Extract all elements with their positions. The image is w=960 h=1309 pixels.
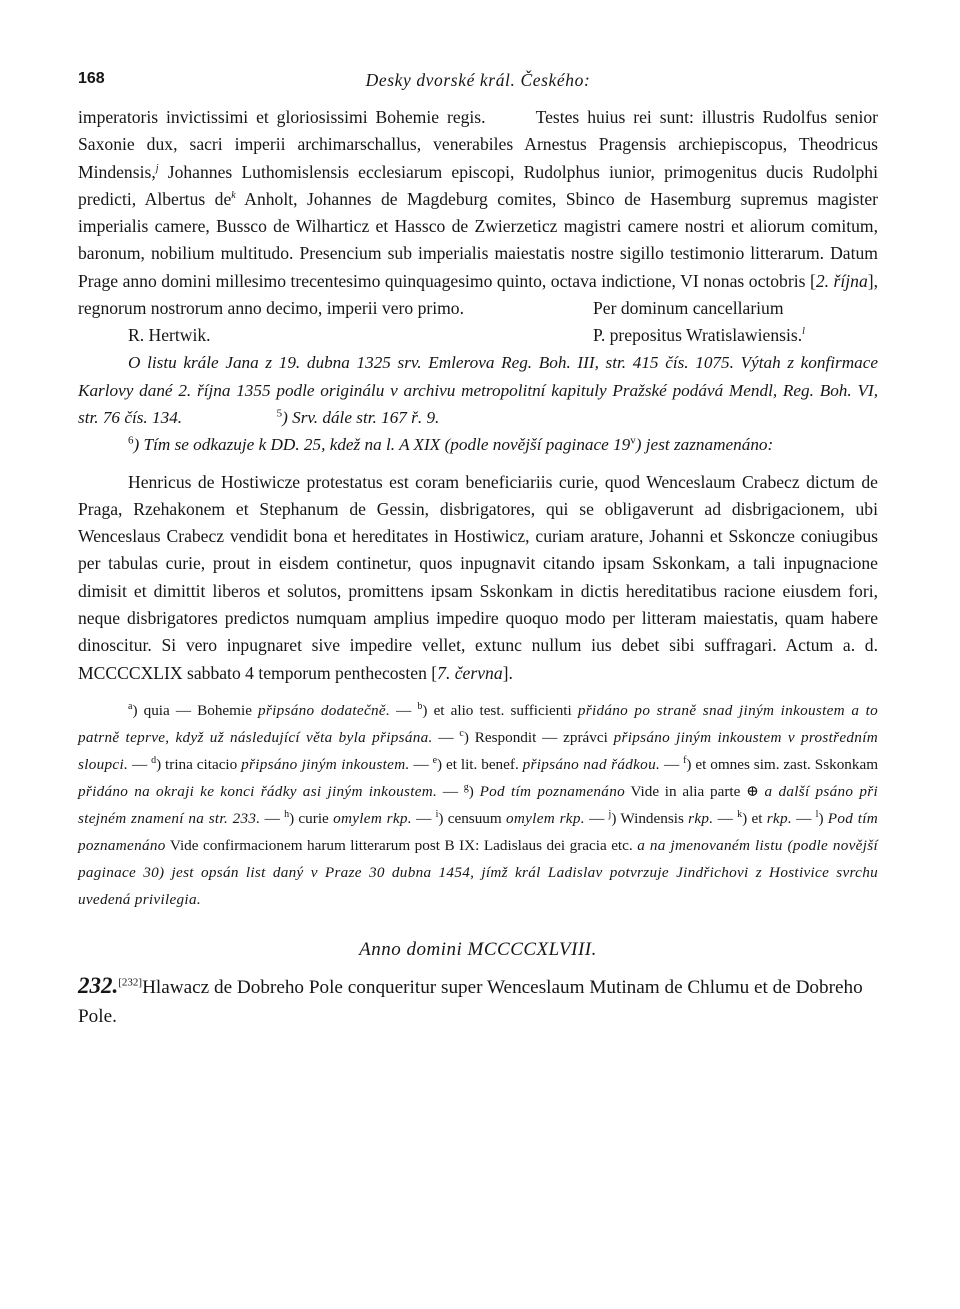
entry-ref: [232] [118,976,143,989]
apparatus-e [433,756,660,773]
entry-text: Hlawacz de Dobreho Pole conqueritur super Wenceslaum Mutinam de Chlumu et de Dobreho Pole. [78,976,863,1027]
apparatus-b-italic: přidáno po straně snad jiným inkoustem a to patrně teprve, když už následující věta byla připsána. [78,701,879,746]
charter-text-p5: ], regnorum nostrorum anno decimo, imperii vero primo. [78,270,879,319]
charter-text-p4: Anholt, Johannes de Magdeburg comites, Sbinco de Hasemburg supremus magister imperialis camere, Bussco de Wilharticz et Hassco de Zwierzeticz magistri camere nostri et aliorum comitum, baronum, nobilium multitudo. Presencium sub imperialis maiestatis nostre sigillo testimonio litterarum. Datum Prage anno domini millesimo trecentesimo quinquagesimo quinto, octava indictione, VI nonas octobris [ [78,188,878,291]
apparatus-c-plain: ) Respondit — zprávci [463,728,614,746]
apparatus-j-plain: ) Windensis [611,809,689,827]
apparatus-i [436,810,585,827]
charter-text-p3: Johannes Luthomislensis ecclesiarum episcopi, Rudolphus iunior, primogenitus ducis Rudolphi predicti, Albertus de [78,161,878,209]
apparatus-h [284,810,412,827]
apparatus-e-italic: připsáno nad řádkou. [522,755,661,773]
apparatus-g-italic: Pod tím poznamenáno [479,782,625,800]
apparatus-i-italic: omylem rkp. [505,809,585,827]
apparatus-e-plain: ) et lit. benef. [437,755,523,773]
footnote-6-text: ) Tím se odkazuje k DD. 25, kdež na l. A XIX (podle novější paginace 19 [133,435,631,455]
signature-row-1 [78,295,878,322]
page-number: 168 [78,70,105,87]
apparatus-k-italic: rkp. [766,809,792,827]
running-title: Desky dvorské král. Českého: [365,70,591,90]
apparatus-b-plain: ) et alio test. sufficienti [422,701,578,719]
apparatus-i-mark: i [435,808,439,820]
footnote-6-mark: 6 [128,434,134,447]
apparatus-h-plain: ) curie [289,809,334,827]
apparatus-d-plain: ) trina citacio [156,755,242,773]
apparatus-f-plain: ) et omnes sim. zast. Sskonkam [686,755,879,773]
critical-apparatus: $^a$) quia — Bohemie připsáno dodatečně. — $^b$) et alio test. sufficienti přidáno po straně snad jiným inkoustem a to patrně teprve, když už následující věta byla připsána. — $^c$) Respondit — zprávci připsáno jiným inkoustem v prostředním sloupci. — $^d$) trina citacio připsáno jiným inkoustem. — $^e$) et lit. benef. připsáno nad řádkou. — $^f$) et omnes sim. zast. Sskonkam přidáno na okraji ke konci řádky asi jiným inkoustem. — $^g$) Pod tím poznamenáno Vide in alia parte ⊕ a další psáno při stejném znamení na str. 233. — $^h$) curie omylem rkp. — $^i$) censuum omylem rkp. — $^j$) Windensis rkp. — $^k$) et rkp. — $^l$) Pod tím poznamenáno Vide confirmacionem harum litterarum post B IX: Ladislaus dei gracia etc. a na jmenovaném listu (podle novější paginace 30) jest opsán list daný v Praze 30 dubna 1454, jímž král Ladislav potvrzuje Jindřichovi z Hostivice svrchu uvedená privilegia. [78,700,879,908]
entry-232 [78,971,878,1031]
footnote-5-text: ) Srv. dále str. 167 ř. 9. [282,407,440,427]
apparatus-h-italic: omylem rkp. [333,809,412,827]
apparatus-g-mark: g [463,781,469,793]
apparatus-d [151,756,410,773]
footnote-6 [78,431,878,458]
footnote-6-end: ) jest zaznamenáno: [635,435,774,455]
apparatus-l-italic2: a na jmenovaném listu (podle novější paginace 30) jest opsán list daný v Praze 30 dubna 1454, jímž král Ladislav potvrzuje Jindřichovi z Hostivice svrchu uvedená privilegia. [78,836,878,908]
editorial-note [78,349,878,431]
apparatus-k-mark: k [737,808,743,820]
apparatus-h-mark: h [284,808,290,820]
apparatus-d-mark: d [151,754,157,766]
footnote-mark-l: l [802,326,805,338]
apparatus-i-plain: ) censuum [438,809,506,827]
record-body: Henricus de Hostiwicze protestatus est coram beneficiariis curie, quod Wenceslaum Crabecz dictum de Praga, Rzehakonem et Stephanum de Gessin, disbrigatores, qui se obligaverunt ad disbrigacionem, ubi Wenceslaus Crabecz vendidit bona et hereditates in Hostiwicz, curiam arature, Johanni et Sskoncze coniugibus per tabulas curie, prout in eisdem continetur, quos inpugnavit citando ipsam Sskonkam, a tali inpugnacione dimisit et dimittit liberos et solutos, promittens ipsam Sskonkam in dictis hereditatibus racione eiusdem fori, neque disbrigatores predictos numquam amplius impedire quoquo modo per litteram maiestatis, quam habere dinoscitur. Si vero inpugnaret sive impedire vellet, extunc nullum ius debet sibi suffragari. Actum a. d. MCCCCXLIX sabbato 4 temporum penthecosten [ [78,471,878,683]
entry-number: 232. [78,972,119,998]
apparatus-g-plain2: Vide in alia parte ⊕ [625,782,765,800]
apparatus-j [609,810,714,827]
apparatus-k [737,810,792,827]
apparatus-f-mark: f [683,754,687,766]
charter-text-p1: imperatoris invictissimi et gloriosissimi Bohemie regis. [78,107,486,127]
footnote-mark-j: j [155,162,159,174]
apparatus-g-italic2: a další psáno při stejném znamení na str. 233. [78,782,878,827]
signature-left-1 [78,295,593,322]
charter-text-p2: Testes huius rei sunt: illustris Rudolfus senior Saxonie dux, sacri imperii archimarschallus, venerabiles Arnestus Pragensis archiepiscopus, Theodricus Mindensis, [78,107,878,182]
footnote-mark-k: k [231,190,236,202]
page-header [78,70,878,104]
page [78,70,878,1031]
apparatus-j-italic: rkp. [688,809,714,827]
charter-text [78,104,878,322]
apparatus-a-mark: a [128,700,133,712]
signature-cancellarium: Per dominum cancellarium [593,298,784,319]
apparatus-l-italic: Pod tím poznamenáno [78,809,879,854]
signature-prepositus-text: P. prepositus Wratislawiensis. [593,325,803,346]
apparatus-l-plain2: Vide confirmacionem harum litterarum post B IX: Ladislaus dei gracia etc. [165,836,638,854]
apparatus-a-plain: ) quia — Bohemie [132,701,259,719]
charter-date: 2. října [815,270,868,291]
signature-prepositus [593,322,878,349]
apparatus-f-italic: přidáno na okraji ke konci řádky asi jiným inkoustem. [78,782,438,800]
apparatus-c-italic: připsáno jiným inkoustem v prostředním sloupci. [78,728,878,773]
apparatus-c-mark: c [459,727,464,739]
signature-hertwik: R. Hertwik. [128,325,211,346]
apparatus-j-mark: j [608,808,612,820]
footnote-6-sup: v [630,434,636,447]
section-heading: Anno domini MCCCCXLVIII. [359,938,597,960]
apparatus-g-plain: ) [468,782,480,800]
apparatus-a-italic: připsáno dodatečně. [258,701,391,719]
apparatus-k-plain: ) et [742,809,767,827]
apparatus-l-plain: ) [818,809,828,827]
editorial-note-text: O listu krále Jana z 19. dubna 1325 srv. Emlerova Reg. Boh. III, str. 415 čís. 1075. Výtah z konfirmace Karlovy dané 2. října 1355 podle originálu v archivu metropolitní kapituly Pražské podává Mendl, Reg. Boh. VI, str. 76 čís. 134. [78,353,878,427]
record-text [78,469,878,687]
apparatus-a [128,702,390,719]
apparatus-b-mark: b [417,700,423,712]
apparatus-e-mark: e [432,754,438,766]
apparatus-d-italic: připsáno jiným inkoustem. [241,755,410,773]
record-end: ]. [502,662,513,683]
signature-row-2 [78,322,878,349]
apparatus-l-mark: l [815,808,819,820]
footnote-5-mark: 5 [276,407,283,420]
record-date: 7. června [437,662,503,683]
